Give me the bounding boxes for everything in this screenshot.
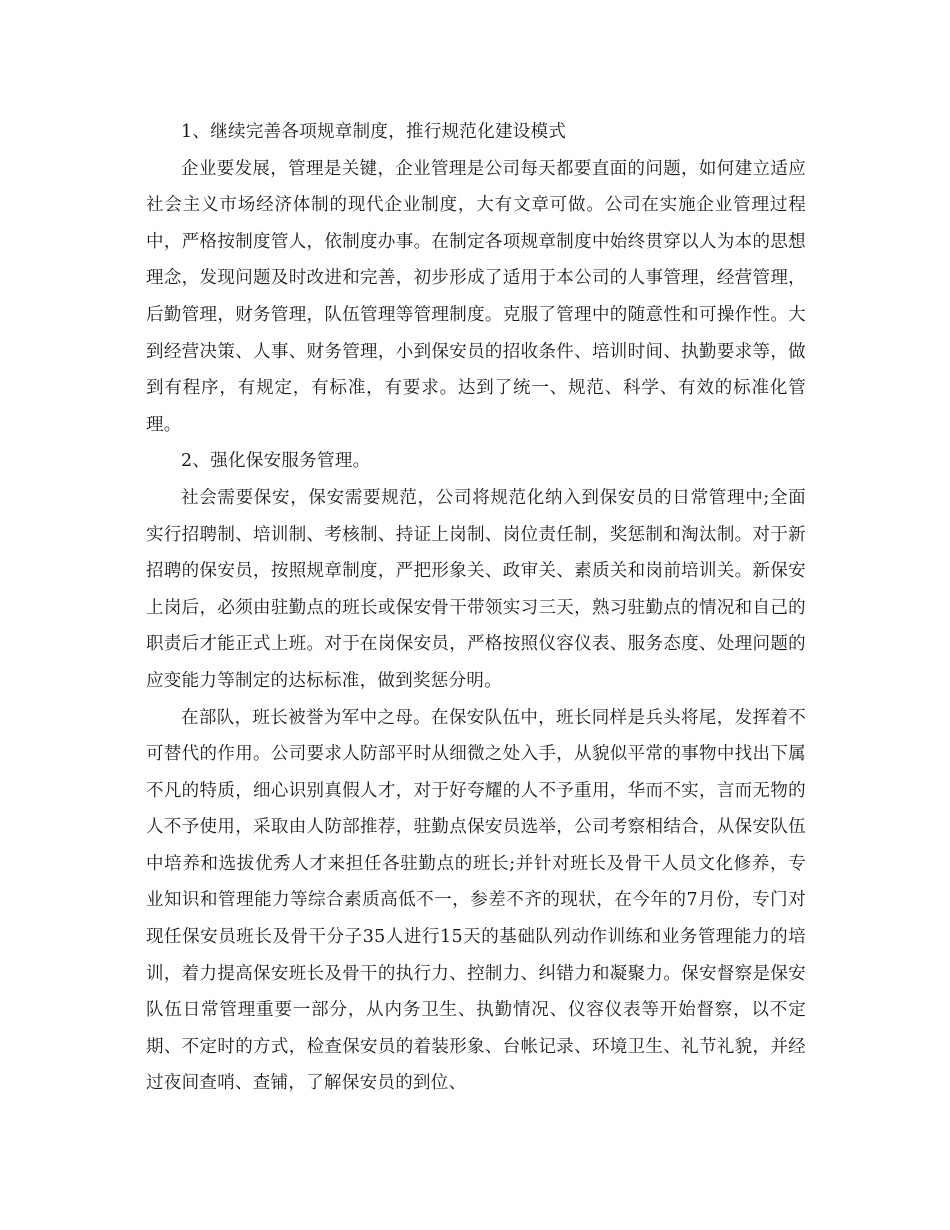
document-body: [146, 114, 806, 1102]
section-heading-2: 2、强化保安服务管理。: [181, 451, 371, 472]
paragraph-3: 在部队，班长被誉为军中之母。在保安队伍中，班长同样是兵头将尾，发挥着不可替代的作用。公司要求人防部平时从细微之处入手，从貌似平常的事物中找出下属不凡的特质，细心识别真假人才，对于好夸耀的人不予重用，华而不实，言而无物的人不予使用，采取由人防部推荐，驻勤点保安员选举，公司考察相结合，从保安队伍中培养和选拔优秀人才来担任各驻勤点的班长;并针对班长及骨干人员文化修养，专业知识和管理能力等综合素质高低不一，参差不齐的现状，在今年的7月份，专门对现任保安员班长及骨干分子35人进行15天的基础队列动作训练和业务管理能力的培训，着力提高保安班长及骨干的执行力、控制力、纠错力和凝聚力。保安督察是保安队伍日常管理重要一部分，从内务卫生、执勤情况、仪容仪表等开始督察，以不定期、不定时的方式，检查保安员的着装形象、台帐记录、环境卫生、礼节礼貌，并经过夜间查哨、查铺，了解保安员的到位、: [146, 707, 806, 1094]
paragraph-2: 社会需要保安，保安需要规范，公司将规范化纳入到保安员的日常管理中;全面实行招聘制、培训制、考核制、持证上岗制、岗位责任制，奖惩制和淘汰制。对于新招聘的保安员，按照规章制度，严把形象关、政审关、素质关和岗前培训关。新保安上岗后，必须由驻勤点的班长或保安骨干带领实习三天，熟习驻勤点的情况和自己的职责后才能正式上班。对于在岗保安员，严格按照仪容仪表、服务态度、处理问题的应变能力等制定的达标标准，做到奖惩分明。: [146, 487, 806, 691]
section-heading-1: 1、继续完善各项规章制度，推行规范化建设模式: [181, 122, 567, 142]
paragraph-1: 企业要发展，管理是关键，企业管理是公司每天都要直面的问题，如何建立适应社会主义市场经济体制的现代企业制度，大有文章可做。公司在实施企业管理过程中，严格按制度管人，依制度办事。在制定各项规章制度中始终贯穿以人为本的思想理念，发现问题及时改进和完善，初步形成了适用于本公司的人事管理，经营管理，后勤管理，财务管理，队伍管理等管理制度。克服了管理中的随意性和可操作性。大到经营决策、人事、财务管理，小到保安员的招收条件、培训时间、执勤要求等，做到有程序，有规定，有标准，有要求。达到了统一、规范、科学、有效的标准化管理。: [146, 158, 806, 435]
